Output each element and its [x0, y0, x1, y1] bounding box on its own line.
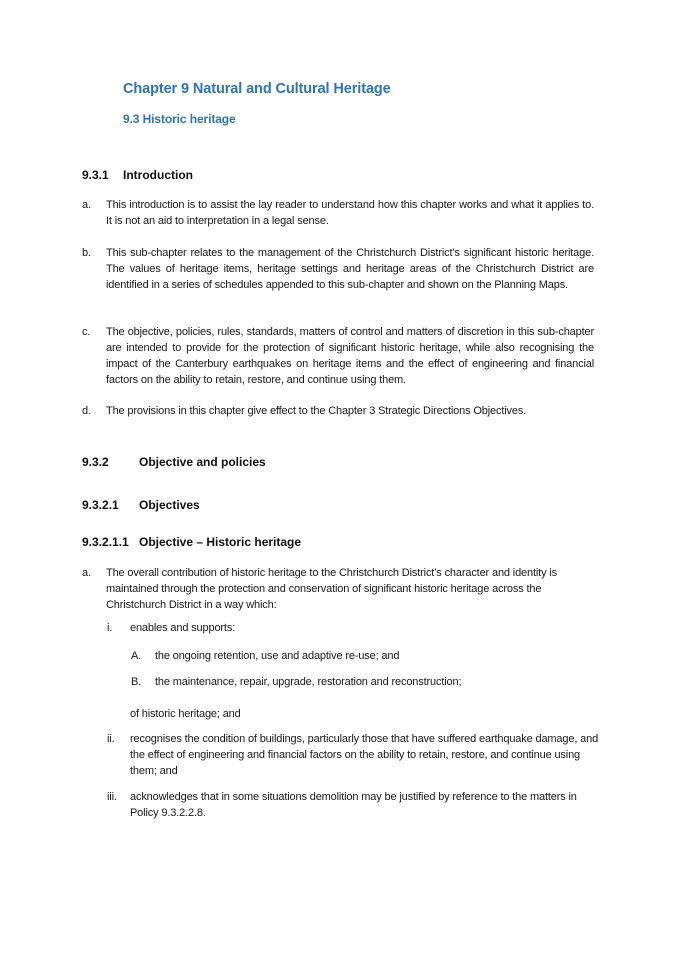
list-marker: a. — [82, 567, 91, 579]
paragraph-text: the ongoing retention, use and adaptive re-use; and — [155, 650, 400, 662]
heading-objective-historic-heritage — [82, 535, 302, 549]
heading-text: Introduction — [123, 168, 193, 182]
heading-introduction — [82, 168, 193, 182]
heading-number: 9.3.2.1 — [82, 498, 119, 512]
objective-item-a — [82, 565, 596, 613]
heading-number: 9.3.2 — [82, 455, 109, 469]
intro-item-b — [82, 245, 594, 293]
list-marker: d. — [82, 405, 91, 417]
paragraph-text: recognises the condition of buildings, particularly those that have suffered earthquake damage, and the effect of engineering and financial factors on the ability to retain, restore, and continue using them; and — [130, 733, 599, 777]
heading-objectives — [82, 498, 200, 512]
paragraph-text: The overall contribution of historic heritage to the Christchurch District’s character and identity is maintained through the protection and conservation of significant historic heritage across the Christchurch District in a way which: — [106, 567, 557, 611]
objective-subitem-i-trailer — [130, 706, 570, 722]
list-marker: iii. — [107, 791, 117, 803]
section-title: 9.3 Historic heritage — [123, 112, 236, 126]
list-marker: b. — [82, 247, 91, 259]
list-marker: c. — [82, 326, 91, 338]
heading-text: Objective and policies — [139, 455, 266, 469]
intro-item-a — [82, 197, 594, 229]
intro-item-c — [82, 324, 594, 388]
heading-objective-and-policies — [82, 455, 266, 469]
objective-subitem-ii — [107, 731, 600, 779]
paragraph-text: This introduction is to assist the lay reader to understand how this chapter works and what it applies to. It is not an aid to interpretation in a legal sense. — [106, 199, 594, 227]
paragraph-text: acknowledges that in some situations demolition may be justified by reference to the matters in Policy 9.3.2.2.8. — [130, 791, 577, 819]
objective-subitem-i — [107, 620, 590, 636]
list-marker: ii. — [107, 733, 115, 745]
paragraph-text: The objective, policies, rules, standards, matters of control and matters of discretion in this sub-chapter are intended to provide for the protection of significant historic heritage, while also recognising the impact of the Canterbury earthquakes on heritage items and the effect of engineering and financial factors on the ability to retain, restore, and continue using them. — [106, 326, 594, 386]
heading-text: Objective – Historic heritage — [139, 535, 302, 549]
heading-number: 9.3.2.1.1 — [82, 535, 129, 549]
intro-item-d — [82, 403, 594, 419]
heading-number: 9.3.1 — [82, 168, 109, 182]
paragraph-text: of historic heritage; and — [130, 708, 241, 720]
paragraph-text: the maintenance, repair, upgrade, restoration and reconstruction; — [155, 676, 462, 688]
objective-subitem-i-A — [131, 648, 595, 664]
chapter-title: Chapter 9 Natural and Cultural Heritage — [123, 81, 391, 97]
objective-subitem-iii — [107, 789, 580, 821]
list-marker: a. — [82, 199, 91, 211]
paragraph-text: enables and supports: — [130, 622, 236, 634]
list-marker: i. — [107, 622, 113, 634]
objective-subitem-i-B — [131, 674, 595, 690]
heading-text: Objectives — [139, 498, 200, 512]
list-marker: A. — [131, 650, 142, 662]
list-marker: B. — [131, 676, 142, 688]
paragraph-text: This sub-chapter relates to the management of the Christchurch District’s significant historic heritage. The values of heritage items, heritage settings and heritage areas of the Christchurch District are identified in a series of schedules appended to this sub-chapter and shown on the Planning Maps. — [106, 247, 594, 291]
paragraph-text: The provisions in this chapter give effect to the Chapter 3 Strategic Directions Objectives. — [106, 405, 527, 417]
